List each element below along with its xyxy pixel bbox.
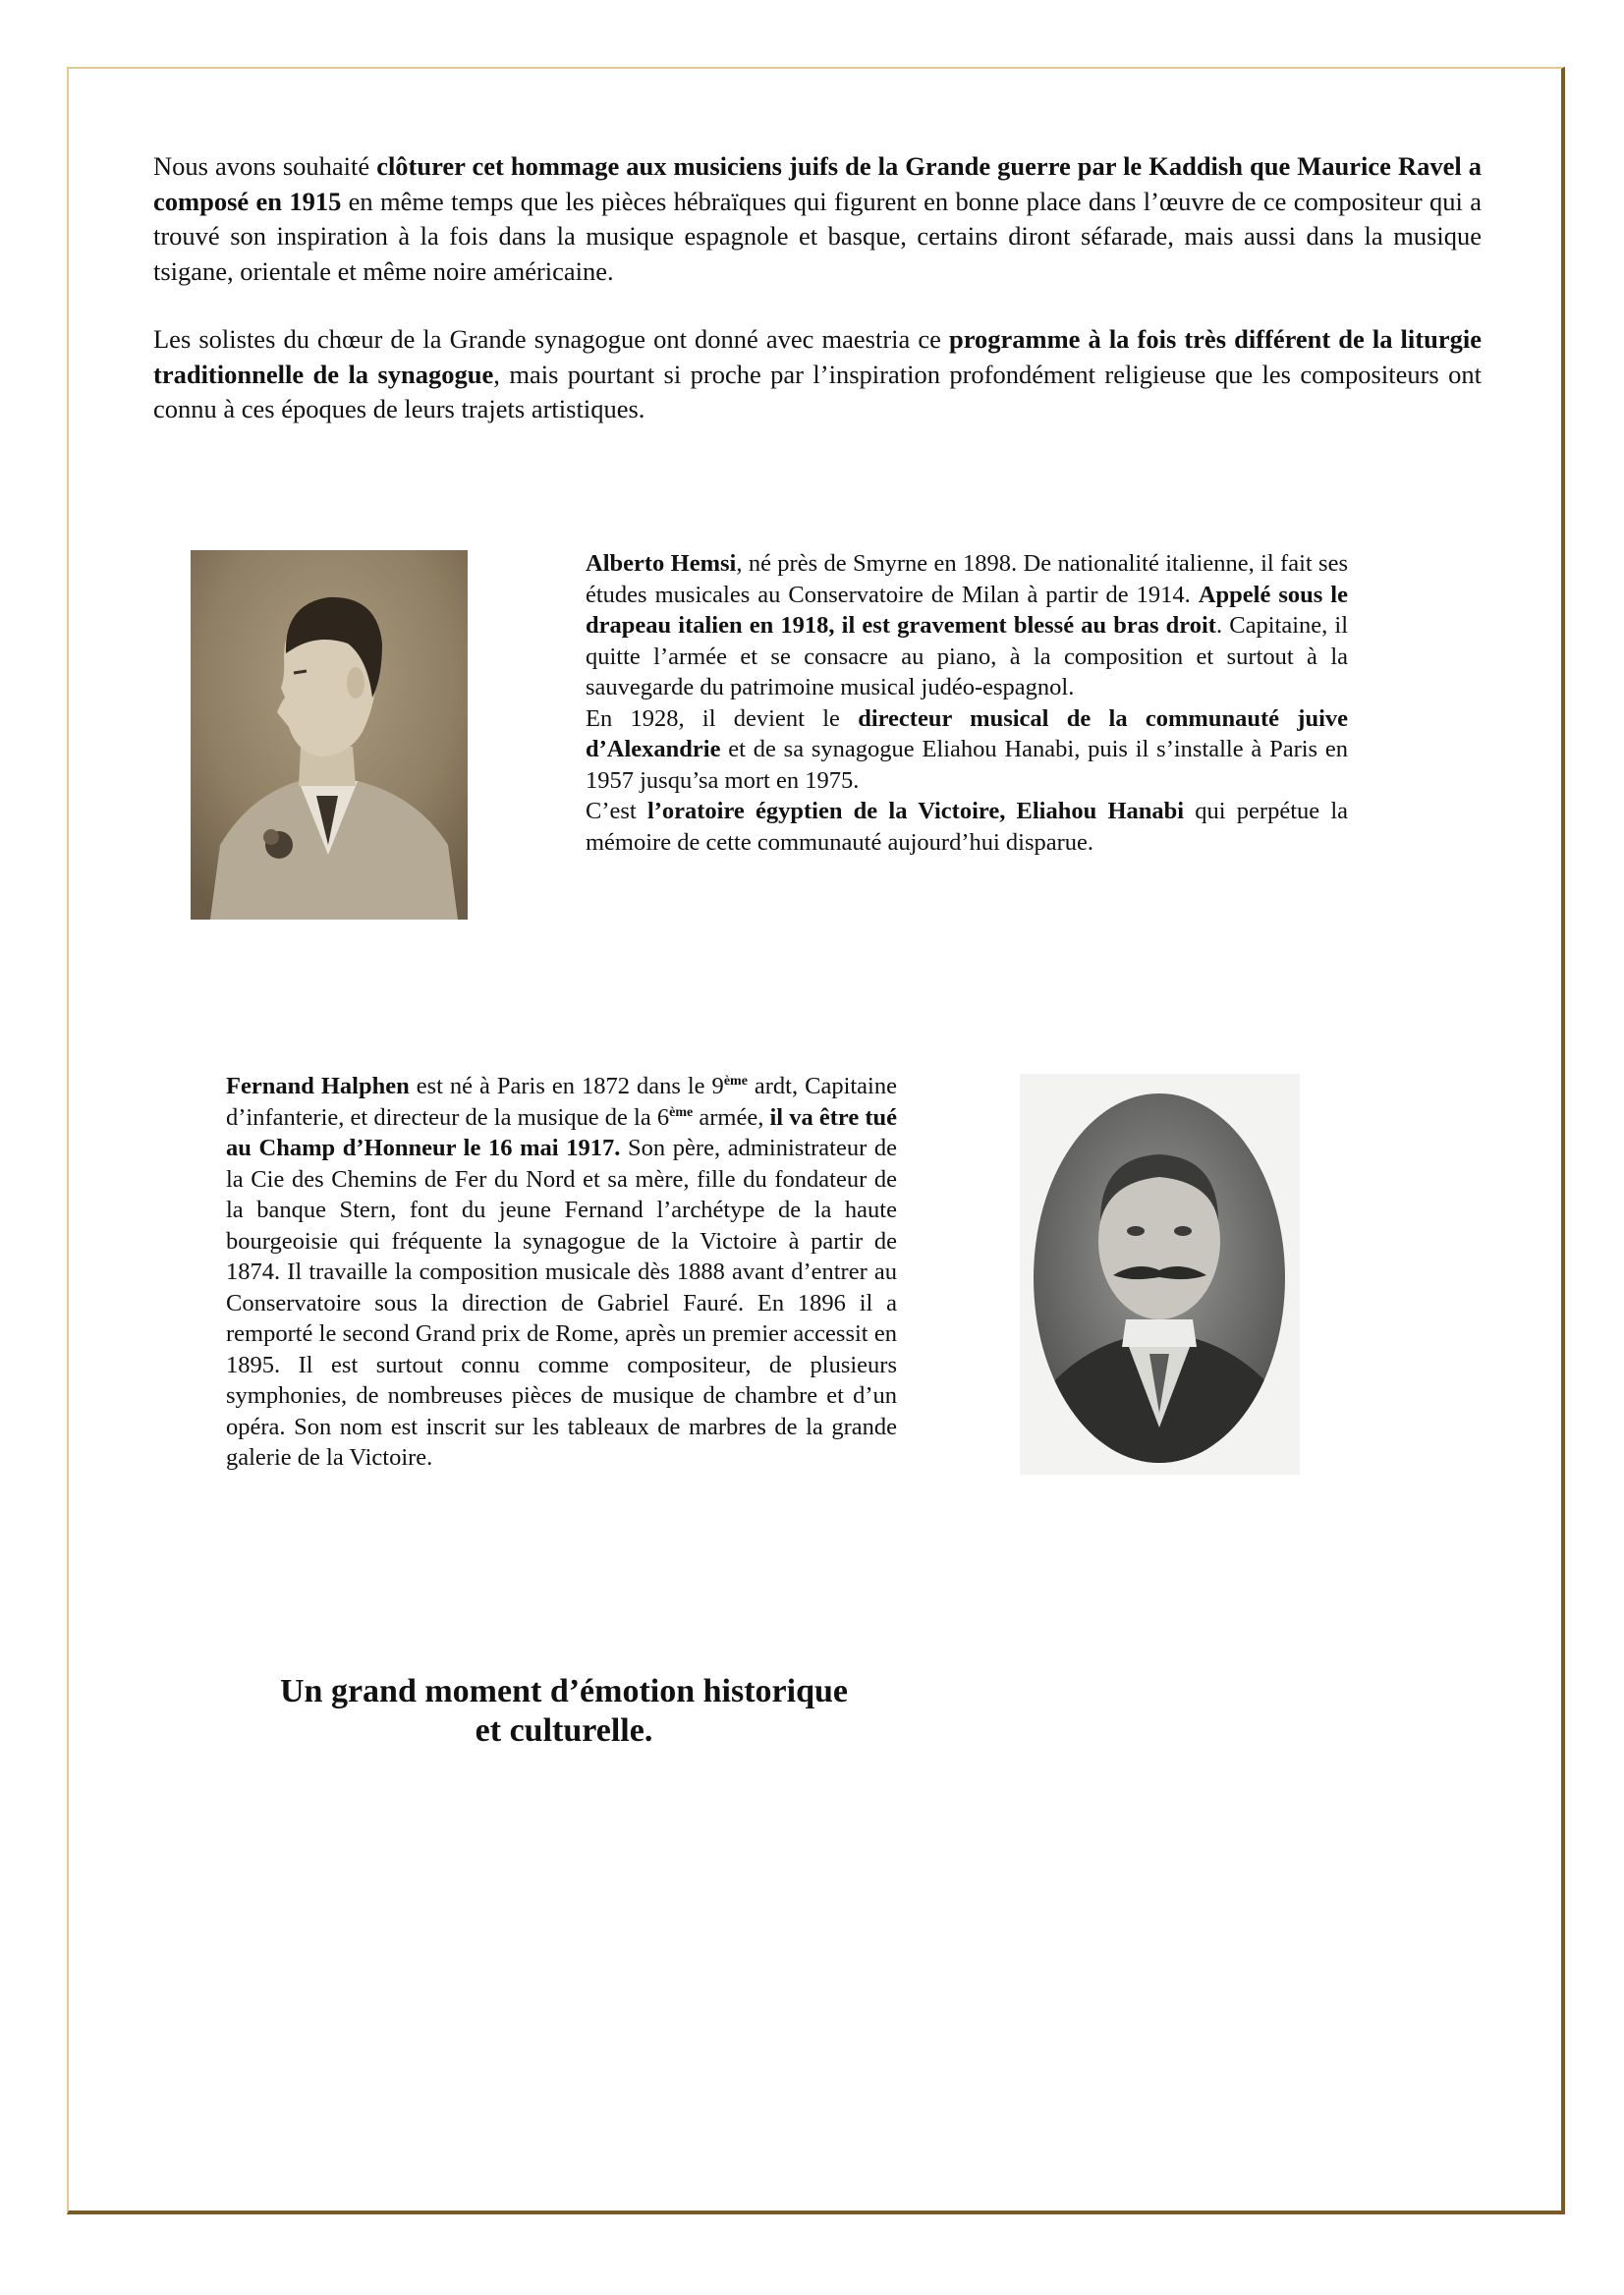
intro-paragraph-2 — [153, 322, 1482, 427]
superscript: ème — [723, 1074, 748, 1089]
text-span: Nous avons souhaité — [153, 151, 377, 181]
text-span: , mais pourtant si proche par l’inspiration profondément religieuse que les compositeurs ont connu à ces époques de leurs trajets artistiques. — [153, 359, 1482, 423]
text-span: armée, — [693, 1103, 770, 1131]
hemsi-biography — [586, 548, 1348, 858]
text-span: ardt, Capitaine d’infanterie, et directeur de la musique de la 6 — [226, 1073, 897, 1131]
text-span: . Capitaine, il quitte l’armée et se consacre au piano, à la composition et surtout à la sauvegarde du patrimoine musical judéo-espagnol. — [586, 612, 1349, 700]
bold-span: directeur musical de la communauté juive d’Alexandrie — [586, 704, 1349, 762]
superscript: ème — [669, 1104, 694, 1120]
text-span: qui perpétue la mémoire de cette communauté aujourd’hui disparue. — [586, 798, 1349, 856]
text-span: Son père, administrateur de la Cie des Chemins de Fer du Nord et sa mère, fille du fondateur de la banque Stern, font du jeune Fernand l’archétype de la haute bourgeoisie qui fréquente la synagogue de la Victoire à partir de 1874. Il travaille la composition musicale dès 1888 avant d’entrer au Conservatoire sous la direction de Gabriel Fauré. En 1896 il a remporté le second Grand prix de Rome, après un premier accessit en 1895. Il est surtout connu comme compositeur, de plusieurs symphonies, de nombreuses pièces de musique de chambre et d’un opéra. Son nom est inscrit sur les tableaux de marbres de la grande galerie de la Victoire. — [226, 1135, 898, 1471]
closing-line-1: Un grand moment d’émotion historique — [279, 1673, 849, 1709]
bold-span: Alberto Hemsi — [586, 550, 737, 577]
text-span: Les solistes du chœur de la Grande synagogue ont donné avec maestria ce — [153, 324, 949, 354]
intro-paragraph-1 — [153, 149, 1482, 289]
hemsi-portrait-photo — [191, 550, 468, 920]
bold-span: l’oratoire égyptien de la Victoire, Eliahou Hanabi — [646, 798, 1185, 824]
text-span: En 1928, il devient le — [586, 704, 859, 732]
text-span: , né près de Smyrne en 1898. De nationalité italienne, il fait ses études musicales au Conservatoire de Milan à partir de 1914. — [586, 550, 1348, 608]
halphen-biography — [226, 1071, 897, 1474]
bold-span: Fernand Halphen — [226, 1073, 410, 1099]
halphen-portrait-photo — [1020, 1074, 1300, 1475]
text-span: C’est — [586, 798, 647, 824]
bold-span: il va être tué au Champ d’Honneur le 16 mai 1917. — [226, 1103, 897, 1161]
bold-span: programme à la fois très différent de la liturgie traditionnelle de la synagogue — [153, 324, 1482, 389]
bold-span: clôturer cet hommage aux musiciens juifs de la Grande guerre par le Kaddish que Maurice Ravel a composé en 1915 — [153, 151, 1482, 216]
text-span: en même temps que les pièces hébraïques qui figurent en bonne place dans l’œuvre de ce compositeur qui a trouvé son inspiration à la fois dans la musique espagnole et basque, certains diront séfarade, mais aussi dans la musique tsigane, orientale et même noire américaine. — [153, 186, 1482, 286]
text-span: est né à Paris en 1872 dans le 9 — [409, 1073, 724, 1099]
text-span: et de sa synagogue Eliahou Hanabi, puis il s’installe à Paris en 1957 jusqu’sa mort en 1975. — [586, 736, 1348, 794]
closing-line-2: et culturelle. — [475, 1712, 653, 1749]
bold-span: Appelé sous le drapeau italien en 1918, il est gravement blessé au bras droit — [586, 581, 1348, 639]
closing-statement — [214, 1672, 914, 1751]
